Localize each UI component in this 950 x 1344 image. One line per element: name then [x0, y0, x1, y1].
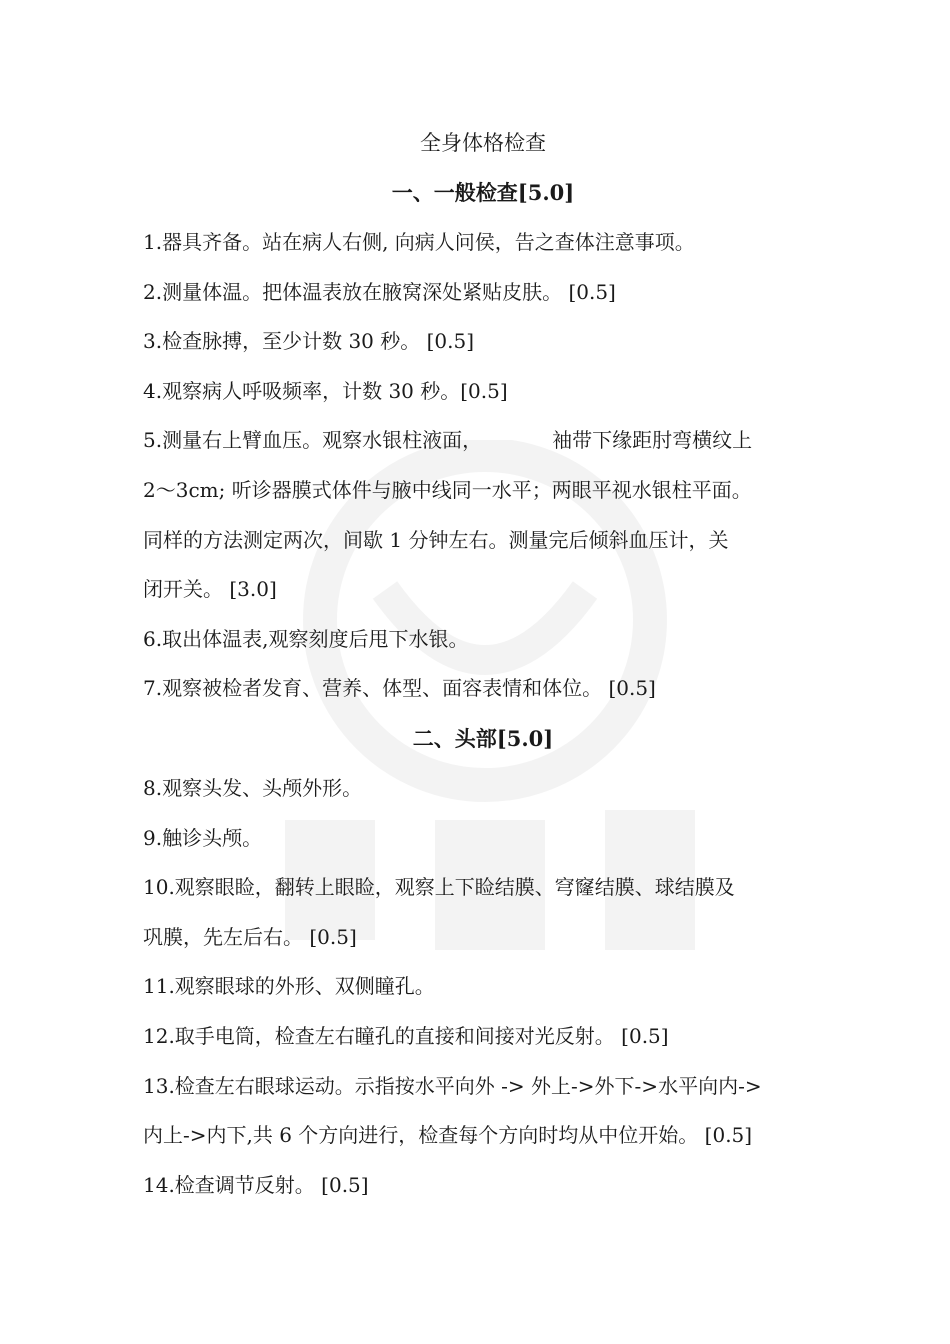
list-item: 2～3cm; 听诊器膜式体件与腋中线同一水平；两眼平视水银柱平面。: [143, 477, 752, 502]
list-item: 3.检查脉搏，至少计数 30 秒。 [0.5]: [143, 329, 475, 354]
list-item: 内上->内下,共 6 个方向进行，检查每个方向时均从中位开始。 [0.5]: [143, 1123, 753, 1148]
list-item-part: 袖带下缘距肘弯横纹上: [552, 428, 753, 453]
list-item: 巩膜，先左后右。 [0.5]: [143, 924, 357, 949]
list-item: 7.观察被检者发育、营养、体型、面容表情和体位。 [0.5]: [143, 676, 656, 701]
list-item: 10.观察眼睑，翻转上眼睑，观察上下睑结膜、穹窿结膜、球结膜及: [143, 875, 735, 900]
list-item: 6.取出体温表,观察刻度后甩下水银。: [143, 626, 469, 651]
document-title: 全身体格检查: [420, 131, 546, 155]
list-item: 13.检查左右眼球运动。示指按水平向外 -> 外上->外下->水平向内->: [143, 1073, 762, 1098]
list-item-part: 5.测量右上臂血压。观察水银柱液面，: [143, 428, 483, 453]
list-item: 8.观察头发、头颅外形。: [143, 775, 363, 800]
list-item: 1.器具齐备。站在病人右侧, 向病人问侯，告之查体注意事项。: [143, 230, 695, 254]
section-heading-head: 二、头部[5.0]: [412, 725, 554, 751]
list-item: 闭开关。 [3.0]: [143, 577, 277, 602]
list-item: 14.检查调节反射。 [0.5]: [143, 1172, 369, 1197]
section-heading-general-exam: 一、一般检查[5.0]: [391, 180, 575, 205]
list-item: 11.观察眼球的外形、双侧瞳孔。: [143, 974, 435, 999]
list-item: 2.测量体温。把体温表放在腋窝深处紧贴皮肤。 [0.5]: [143, 279, 616, 304]
list-item: 9.触诊头颅。: [143, 825, 263, 850]
list-item: 12.取手电筒，检查左右瞳孔的直接和间接对光反射。 [0.5]: [143, 1023, 669, 1048]
list-item: 同样的方法测定两次，间歇 1 分钟左右。测量完后倾斜血压计，关: [143, 527, 729, 552]
list-item: [143, 416, 823, 466]
list-item: 4.观察病人呼吸频率，计数 30 秒。[0.5]: [143, 378, 508, 403]
document-page: [143, 118, 823, 1210]
